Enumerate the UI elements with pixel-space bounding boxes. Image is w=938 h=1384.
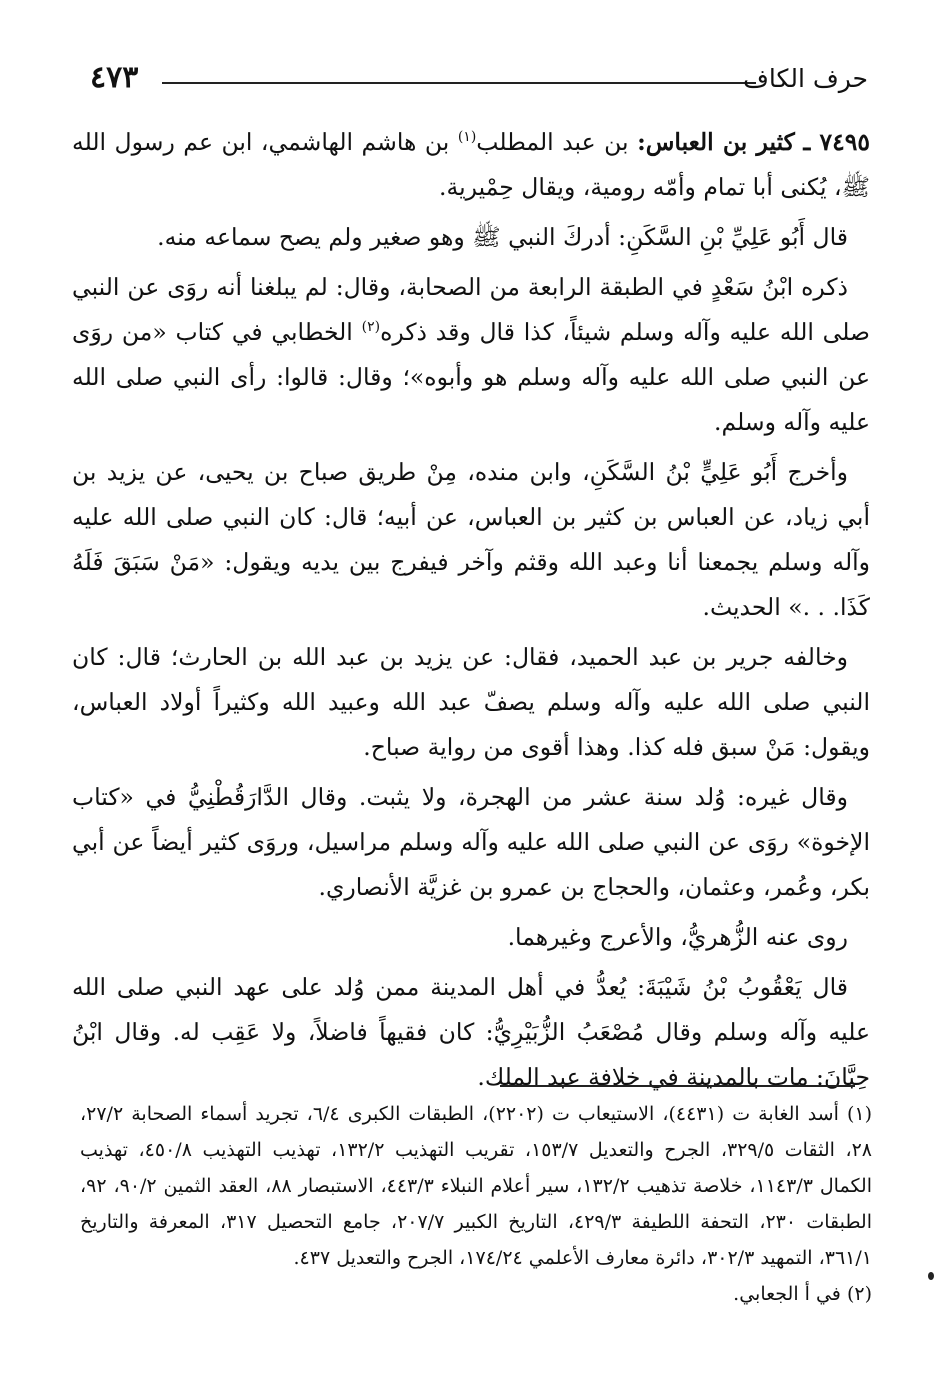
footnote-1 — [80, 1096, 872, 1276]
footnotes — [80, 1096, 872, 1312]
paragraph: روى عنه الزُّهريُّ، والأعرج وغيرهما. — [507, 923, 848, 951]
footnote-label: (١) — [846, 1103, 872, 1125]
entry-heading-paragraph — [72, 120, 870, 210]
paragraph: قال أَبُو عَلِيِّ بْنِ السَّكَنِ: أدركَ النبي ﷺ وهو صغير ولم يصح سماعه منه. — [157, 223, 848, 251]
entry-number: ٧٤٩٥ ـ — [803, 128, 870, 156]
entry-name: كثير بن العباس: — [637, 128, 795, 156]
paragraph: وقال غيره: وُلد سنة عشر من الهجرة، ولا يثبت. وقال الدَّارَقُطْنِيُّ في «كتاب الإخوة» روَى عن النبي صلى الله عليه وآله وسلم مراسيل، وروَى كثير أيضاً عن أبي بكر، وعُمر، وعثمان، والحجاج بن عمرو بن غزيَّة الأنصاري. — [72, 783, 870, 901]
paragraph: وأخرج أَبُو عَلِيٍّ بْنُ السَّكَنِ، وابن منده، مِنْ طريق صباح بن يحيى، عن يزيد بن أبي زياد، عن العباس بن كثير بن العباس، عن أبيه؛ قال: كان النبي صلى الله عليه وآله وسلم يجمعنا أنا وعبد الله وقثم وآخر فيفرج بين يديه ويقول: «مَنْ سَبَقَ فَلَهُ كَذَا. . .» الحديث. — [72, 458, 870, 621]
chapter-title: حرف الكاف — [742, 64, 868, 93]
footnote-divider — [500, 1085, 855, 1087]
page-header — [90, 56, 868, 106]
footnote-ref[interactable]: (١) — [457, 129, 477, 146]
footnote-ref[interactable]: (٢) — [361, 319, 381, 336]
footnote-text: أسد الغابة ت (٤٤٣١)، الاستيعاب ت (٢٢٠٢)، الطبقات الكبرى ٦/٤، تجريد أسماء الصحابة ٢٧/٢، ٢٨، الثقات ٣٢٩/٥، الجرح والتعديل ١٥٣/٧، تقريب التهذيب ١٣٢/٢، تهذيب التهذيب ٤٥٠/٨، تهذيب الكمال ١١٤٣/٣، خلاصة تذهيب ١٣٢/٢، سير أعلام النبلاء ٤٤٣/٣، الاستبصار ٨٨، العقد الثمين ٩٠/٢، ٩٢، الطبقات ٢٣٠، التحفة اللطيفة ٤٢٩/٣، التاريخ الكبير ٢٠٧/٧، جامع التحصيل ٣١٧، المعرفة والتاريخ ٣٦١/١، التمهيد ٣٠٢/٣، دائرة معارف الأعلمي ١٧٤/٢٤، الجرح والتعديل ٤٣٧. — [80, 1103, 873, 1269]
paragraph: ذكره ابْنُ سَعْدٍ في الطبقة الرابعة من الصحابة، وقال: لم يبلغنا أنه روَى عن النبي صلى الله عليه وآله وسلم شيئاً، كذا قال وقد ذكره$^{(٢)}$ الخطابي في كتاب «من روَى عن النبي صلى الله عليه وآله وسلم هو وأبوه»؛ وقال: قالوا: رأى النبي صلى الله عليه وآله وسلم. — [72, 273, 870, 436]
entry-description: بن هاشم الهاشمي، ابن عم رسول الله ﷺ، يُكنى أبا تمام وأمّه رومية، ويقال حِمْيرية. — [72, 128, 870, 201]
footnote-label: (٢) — [846, 1283, 872, 1305]
margin-mark — [928, 1272, 934, 1280]
paragraph: قال يَعْقُوبُ بْنُ شَيْبَةَ: يُعدُّ في أهل المدينة ممن وُلد على عهد النبي صلى الله عليه وآله وسلم وقال مُصْعَبُ الزُّبَيْرِيُّ: كان فقيهاً فاضلاً، ولا عَقِب له. وقال ابْنُ حِبَّانَ: مات بالمدينة في خلافة عبد الملك. — [72, 973, 870, 1091]
header-rule — [162, 82, 756, 84]
entry-lineage: بن عبد المطلب — [476, 128, 638, 156]
paragraph: وخالفه جرير بن عبد الحميد، فقال: عن يزيد بن عبد الله بن الحارث؛ قال: كان النبي صلى الله عليه وآله وسلم يصفّ عبد الله وعبيد الله وكثيراً أولاد العباس، ويقول: مَنْ سبق فله كذا. وهذا أقوى من رواية صباح. — [72, 643, 870, 761]
main-text — [72, 120, 870, 1105]
footnote-2 — [80, 1276, 872, 1312]
page-number: ٤٧٣ — [90, 60, 139, 95]
footnote-text: في أ الجعابي. — [733, 1283, 841, 1305]
